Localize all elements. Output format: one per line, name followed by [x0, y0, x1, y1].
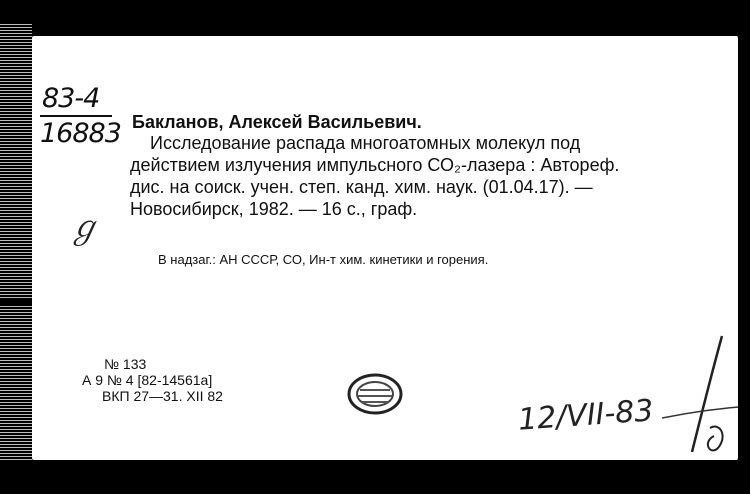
- title-line-4: Новосибирск, 1982. — 16 с., граф.: [130, 199, 418, 219]
- meta-line-2: А 9 № 4 [82-14561а]: [82, 372, 213, 388]
- call-number-top: 83-4: [42, 83, 100, 114]
- title-line-3: дис. на соиск. учен. степ. канд. хим. наук. (01.04.17). —: [130, 177, 593, 197]
- title-line-2: действием излучения импульсного СО₂-лазера : Автореф.: [130, 155, 620, 175]
- scan-border-bottom: [0, 460, 750, 494]
- handwritten-call-number: [40, 84, 120, 149]
- catalog-card: [32, 36, 738, 460]
- card-note: В надзаг.: АН СССР, СО, Ин-т хим. кинетики и горения.: [158, 252, 489, 267]
- meta-line-3: ВКП 27—31. XII 82: [102, 388, 223, 404]
- call-number-divider: [40, 115, 112, 117]
- scan-border-right: [738, 0, 750, 494]
- scan-border-mark: [0, 300, 32, 304]
- card-title-block: [130, 132, 690, 220]
- meta-line-1: № 133: [104, 356, 147, 372]
- call-number-bottom: 16883: [40, 118, 121, 149]
- signature-flourish: [662, 332, 750, 472]
- title-line-1: Исследование распада многоатомных молекул под: [150, 133, 581, 153]
- handwritten-date: 12/VII-83: [516, 393, 655, 438]
- scan-border-top: [0, 0, 750, 22]
- card-author: Бакланов, Алексей Васильевич.: [132, 112, 422, 132]
- round-stamp: [346, 372, 404, 416]
- scan-border-left: [0, 22, 32, 462]
- handwritten-mark: ℊ: [68, 208, 101, 246]
- card-meta: [82, 356, 223, 404]
